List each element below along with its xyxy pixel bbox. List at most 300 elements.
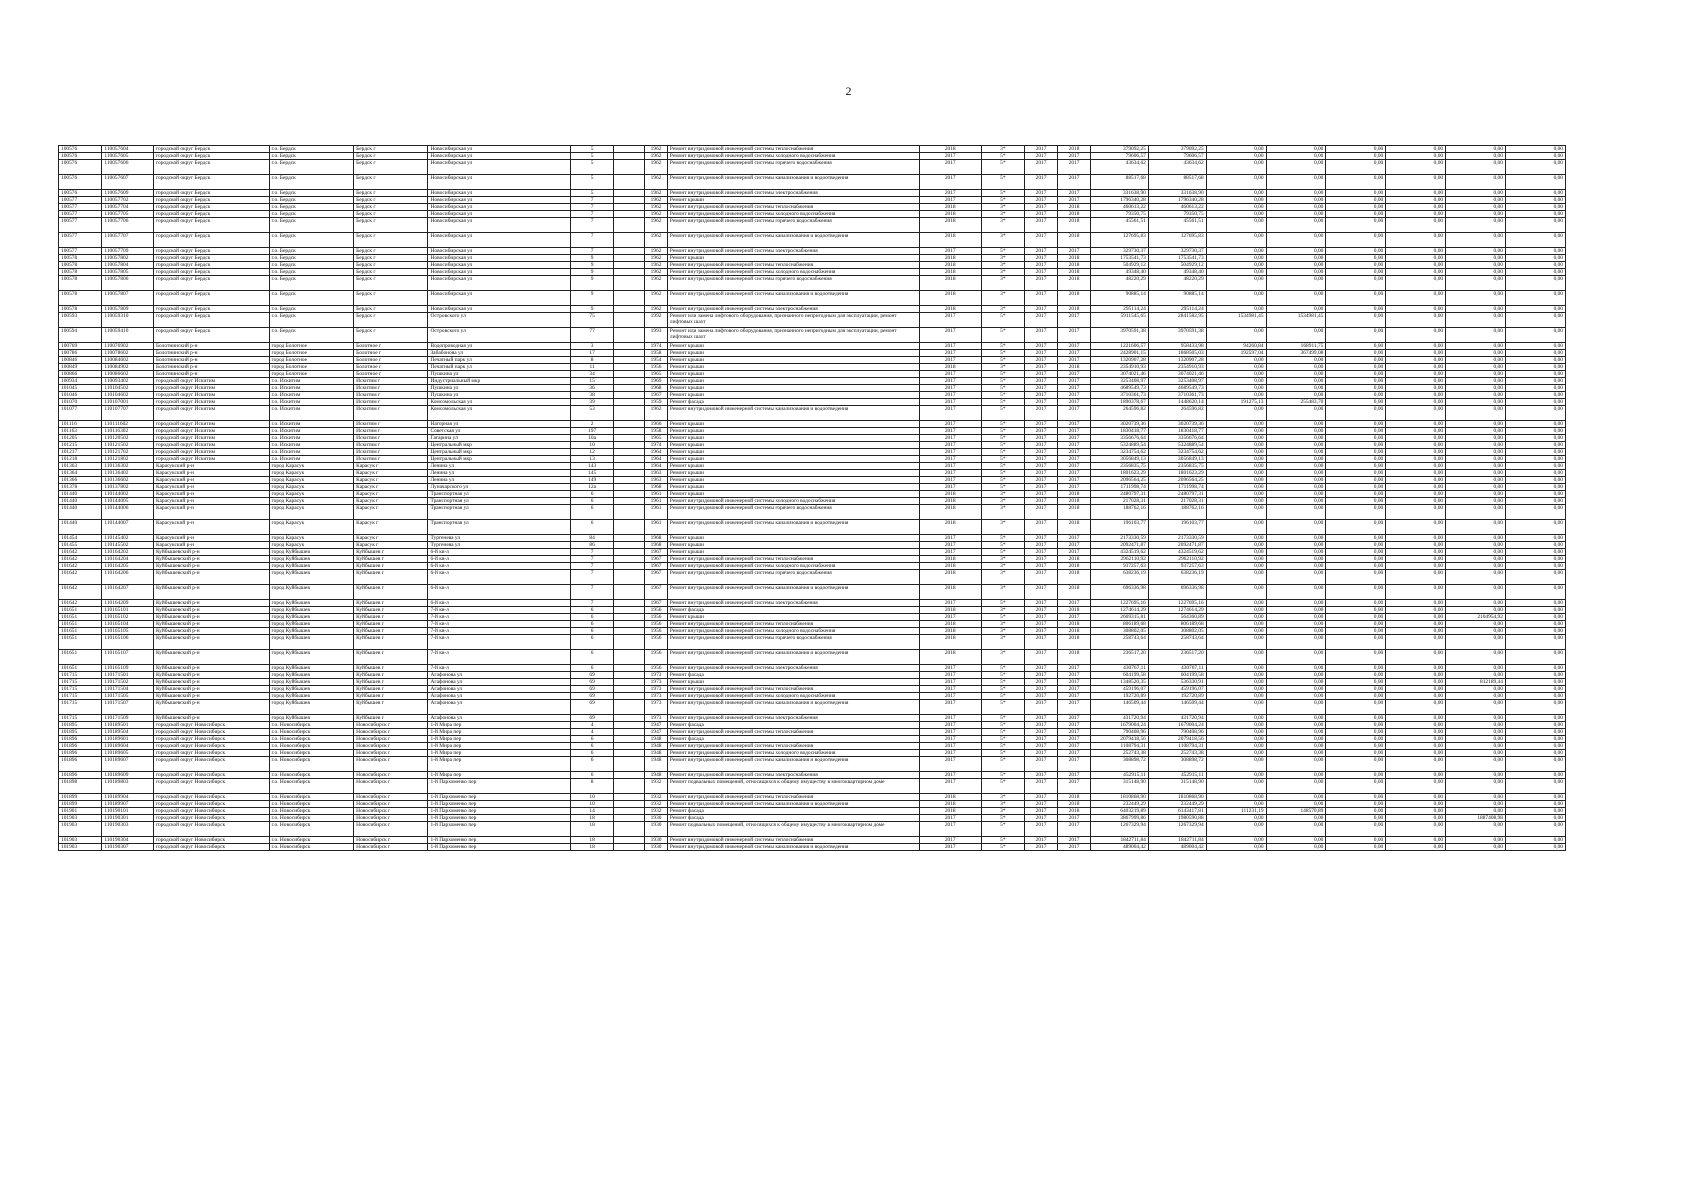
table-cell: 5*	[981, 549, 1024, 556]
table-cell: 0,00	[1386, 542, 1446, 549]
table-cell: 100578	[59, 255, 102, 262]
table-cell	[614, 456, 645, 463]
table-cell: 146509,44	[1148, 700, 1206, 715]
table-cell: 2017	[919, 435, 981, 442]
table-cell: Бердск г	[354, 306, 428, 313]
table-cell	[614, 686, 645, 693]
table-cell: 2017	[919, 815, 981, 822]
table-cell: 2017	[1058, 815, 1091, 822]
table-cell: 0,00	[1326, 585, 1386, 600]
table-cell: 3*	[981, 269, 1024, 276]
table-cell: Ремонт внутридомовой инженерной системы горячего водоснабжения	[667, 505, 919, 520]
table-cell: 0,00	[1505, 750, 1565, 757]
table-cell: Бердск г	[354, 175, 428, 190]
table-cell: 0,00	[1446, 779, 1506, 794]
table-cell: 1962	[645, 262, 668, 269]
table-cell: 0,00	[1206, 153, 1266, 160]
table-cell: г.о. Новосибирск	[269, 729, 354, 736]
table-cell: г.о. Новосибирск	[269, 750, 354, 757]
table-cell: 2017	[1025, 614, 1058, 621]
table-cell: 0,00	[1206, 757, 1266, 772]
table-cell: 0,00	[1326, 600, 1386, 607]
table-cell: 7-й кв-л	[428, 635, 570, 650]
table-cell: г.о. Бердск	[269, 248, 354, 255]
table-cell: г.о. Бердск	[269, 204, 354, 211]
table-cell: город Карасук	[269, 470, 354, 477]
table-cell: 0,00	[1446, 160, 1506, 175]
table-cell: 2017	[1025, 204, 1058, 211]
table-cell: 3074021,46	[1148, 371, 1206, 378]
table-cell: 192720,89	[1091, 693, 1149, 700]
table-cell: 0,00	[1326, 491, 1386, 498]
table-cell: Куйбышев г	[354, 570, 428, 585]
table-cell: 5*	[981, 456, 1024, 463]
table-cell: 0,00	[1386, 269, 1446, 276]
table-cell: город Карасук	[269, 505, 354, 520]
table-cell: городской округ Новосибирск	[153, 779, 269, 794]
table-cell: 696336,98	[1091, 585, 1149, 600]
table-cell: 0,00	[1266, 428, 1326, 435]
table-cell: 0,00	[1505, 614, 1565, 621]
table-cell: 1967	[645, 570, 668, 585]
table-cell: 110104502	[102, 385, 154, 392]
table-cell: городской округ Новосибирск	[153, 772, 269, 779]
table-cell: Ремонт внутридомовой инженерной системы канализования и водоотведения	[667, 520, 919, 535]
table-cell	[614, 262, 645, 269]
table-cell	[614, 600, 645, 607]
table-row	[59, 750, 1566, 757]
table-cell: 7-й кв-л	[428, 614, 570, 621]
table-cell: 0,00	[1266, 153, 1326, 160]
table-cell: городской округ Новосибирск	[153, 757, 269, 772]
table-cell: Куйбышевский р-н	[153, 570, 269, 585]
table-cell: 0,00	[1386, 808, 1446, 815]
table-cell: 1108794,31	[1148, 743, 1206, 750]
table-cell: 110164205	[102, 563, 154, 570]
table-cell: 0,00	[1386, 549, 1446, 556]
table-cell: 101218	[59, 456, 102, 463]
table-cell: 110121702	[102, 449, 154, 456]
table-cell: 2354910,93	[1148, 364, 1206, 371]
table-cell: 5*	[981, 470, 1024, 477]
table-cell: 2018	[1058, 801, 1091, 808]
table-cell: 7	[570, 585, 613, 600]
table-cell: 2017	[1025, 399, 1058, 406]
table-cell: г.о. Бердск	[269, 255, 354, 262]
table-cell: 0,00	[1505, 211, 1565, 218]
table-cell: городской округ Новосибирск	[153, 808, 269, 815]
table-cell: 2480797,31	[1148, 491, 1206, 498]
table-cell: 2018	[919, 269, 981, 276]
table-cell: Ремонт крыши	[667, 255, 919, 262]
table-cell: 110165107	[102, 650, 154, 665]
table-cell: 2017	[919, 736, 981, 743]
table-cell: 0,00	[1386, 477, 1446, 484]
table-cell: 2104954,92	[1446, 614, 1506, 621]
table-cell: 0,00	[1505, 650, 1565, 665]
table-cell: 2079418,56	[1091, 736, 1149, 743]
table-cell: 1966	[645, 421, 668, 428]
table-cell: Карасукский р-н	[153, 498, 269, 505]
table-cell: 1274614,29	[1148, 607, 1206, 614]
table-cell: 0,00	[1505, 190, 1565, 197]
table-cell: 0,00	[1505, 672, 1565, 679]
table-cell: 10	[570, 442, 613, 449]
table-cell: 1962	[645, 255, 668, 262]
table-cell: 0,00	[1446, 844, 1506, 851]
table-cell: 110165105	[102, 628, 154, 635]
table-cell: Транспортная ул	[428, 520, 570, 535]
table-cell: 0,00	[1505, 736, 1565, 743]
table-cell: Ремонт внутридомовой инженерной системы холодного водоснабжения	[667, 563, 919, 570]
table-row	[59, 722, 1566, 729]
table-cell: 0,00	[1206, 715, 1266, 722]
table-cell: 2018	[1058, 556, 1091, 563]
table-cell: 638236,19	[1091, 570, 1149, 585]
table-cell: 0,00	[1326, 306, 1386, 313]
table-cell: 0,00	[1206, 276, 1266, 291]
table-cell: 5*	[981, 399, 1024, 406]
table-cell: 101363	[59, 463, 102, 470]
table-cell: 2017	[1025, 743, 1058, 750]
table-cell: 2017	[1025, 392, 1058, 399]
table-cell: 2018	[919, 556, 981, 563]
table-cell: Транспортная ул	[428, 498, 570, 505]
table-cell: 2017	[1025, 233, 1058, 248]
table-cell: 101715	[59, 672, 102, 679]
table-cell: 0,00	[1326, 679, 1386, 686]
table-cell: 100576	[59, 175, 102, 190]
table-cell: 0,00	[1266, 779, 1326, 794]
table-cell: город Куйбышев	[269, 693, 354, 700]
table-cell: Болотнинский р-н	[153, 357, 269, 364]
table-cell: 3*	[981, 621, 1024, 628]
table-row	[59, 146, 1566, 153]
table-cell: 2017	[1025, 621, 1058, 628]
table-cell: Болотное г	[354, 357, 428, 364]
table-cell: Карасукский р-н	[153, 463, 269, 470]
table-cell: 0,00	[1386, 700, 1446, 715]
table-cell: 0,00	[1206, 197, 1266, 204]
table-cell: город Куйбышев	[269, 686, 354, 693]
table-cell: 2018	[919, 563, 981, 570]
table-row	[59, 549, 1566, 556]
table-cell: Бердск г	[354, 276, 428, 291]
table-cell: 0,00	[1266, 204, 1326, 211]
table-cell: 2017	[1058, 175, 1091, 190]
table-cell: городской округ Бердск	[153, 160, 269, 175]
table-cell: 2018	[1058, 491, 1091, 498]
table-cell: 2017	[1058, 442, 1091, 449]
table-cell: Болотнинский р-н	[153, 364, 269, 371]
table-cell: Карасукский р-н	[153, 484, 269, 491]
table-cell: 0,00	[1206, 484, 1266, 491]
table-row	[59, 204, 1566, 211]
table-cell: 0,00	[1446, 650, 1506, 665]
table-cell: 1-й Пархоменко пер	[428, 837, 570, 844]
table-cell: 110144002	[102, 491, 154, 498]
table-cell: 0,00	[1266, 505, 1326, 520]
table-cell: 0,00	[1446, 822, 1506, 837]
table-cell: 2017	[1025, 650, 1058, 665]
table-cell: 1801623,29	[1091, 470, 1149, 477]
table-cell: г.о. Новосибирск	[269, 743, 354, 750]
table-cell: 0,00	[1206, 700, 1266, 715]
table-cell: 2017	[1058, 743, 1091, 750]
table-cell: городской округ Новосибирск	[153, 794, 269, 801]
table-cell: 110076902	[102, 343, 154, 350]
table-cell: 34	[570, 371, 613, 378]
table-cell: 2017	[919, 614, 981, 621]
table-cell: 0,00	[1446, 428, 1506, 435]
table-cell: 7-й кв-л	[428, 628, 570, 635]
table-cell: Ремонт крыши	[667, 542, 919, 549]
table-cell: городской округ Бердск	[153, 197, 269, 204]
table-cell	[614, 808, 645, 815]
table-cell: 9	[570, 262, 613, 269]
table-cell: 5	[570, 146, 613, 153]
table-cell: городской округ Бердск	[153, 190, 269, 197]
table-cell: 7	[570, 570, 613, 585]
table-cell: Ремонт подвальных помещений, относящихся к общему имуществу в многоквартирном доме	[667, 779, 919, 794]
table-cell: Карасук г	[354, 542, 428, 549]
table-cell: 0,00	[1446, 837, 1506, 844]
table-cell: 0,00	[1266, 815, 1326, 822]
table-cell: 5*	[981, 484, 1024, 491]
table-cell: Луначарского ул	[428, 484, 570, 491]
table-cell: 100593	[59, 313, 102, 328]
table-cell: 0,00	[1446, 399, 1506, 406]
table-cell: 127695,83	[1091, 233, 1149, 248]
table-cell: Искитим г	[354, 378, 428, 385]
table-cell: 2017	[919, 328, 981, 343]
table-cell: 1992	[645, 313, 668, 328]
table-cell: городской округ Искитим	[153, 421, 269, 428]
table-cell: 0,00	[1206, 204, 1266, 211]
table-cell: Индустриальный мкр	[428, 378, 570, 385]
table-cell: 2017	[1025, 700, 1058, 715]
table-cell: 90885,14	[1091, 291, 1149, 306]
table-cell: Болотнинский р-н	[153, 343, 269, 350]
table-cell: 2017	[1025, 844, 1058, 851]
table-cell: 2017	[1058, 328, 1091, 343]
table-cell: 2018	[919, 291, 981, 306]
table-cell: г.о. Бердск	[269, 328, 354, 343]
table-cell: 3234754,62	[1091, 449, 1149, 456]
table-cell: 0,00	[1446, 794, 1506, 801]
table-cell: 0,00	[1446, 700, 1506, 715]
table-cell: 0,00	[1505, 549, 1565, 556]
table-cell: 217028,31	[1148, 498, 1206, 505]
table-cell: Ремонт крыши	[667, 435, 919, 442]
table-cell: 2017	[1025, 549, 1058, 556]
table-cell: 2017	[919, 371, 981, 378]
table-cell: 7	[570, 549, 613, 556]
table-cell: город Куйбышев	[269, 556, 354, 563]
table-cell: 2017	[919, 392, 981, 399]
table-row	[59, 672, 1566, 679]
table-cell: 0,00	[1446, 456, 1506, 463]
table-cell: 101651	[59, 635, 102, 650]
table-cell: 329730,37	[1148, 248, 1206, 255]
table-cell: 295114,24	[1148, 306, 1206, 313]
table-cell: 0,00	[1505, 808, 1565, 815]
table-cell: 2017	[1025, 585, 1058, 600]
table-cell: 1948	[645, 750, 668, 757]
table-cell: г.о. Бердск	[269, 190, 354, 197]
table-cell: 197	[570, 428, 613, 435]
table-cell: г.о. Бердск	[269, 153, 354, 160]
table-cell: 2017	[919, 743, 981, 750]
table-cell: 0,00	[1266, 146, 1326, 153]
table-cell: г.о. Новосибирск	[269, 822, 354, 837]
table-cell: 1962	[645, 146, 668, 153]
table-cell: 0,00	[1446, 255, 1506, 262]
table-cell	[614, 463, 645, 470]
table-cell: 6	[570, 614, 613, 621]
table-cell: 2017	[1025, 313, 1058, 328]
table-cell: 0,00	[1446, 211, 1506, 218]
table-cell: 110190101	[102, 808, 154, 815]
table-cell: 308802,05	[1091, 628, 1149, 635]
table-cell	[614, 607, 645, 614]
table-cell: 2018	[1058, 262, 1091, 269]
table-cell: 0,00	[1326, 563, 1386, 570]
table-cell: 0,00	[1206, 190, 1266, 197]
table-cell: 0,00	[1386, 672, 1446, 679]
table-cell: 0,00	[1505, 399, 1565, 406]
table-cell: г.о. Бердск	[269, 269, 354, 276]
table-cell: 0,00	[1386, 463, 1446, 470]
table-cell: 0,00	[1326, 672, 1386, 679]
table-cell: 88517,68	[1148, 175, 1206, 190]
table-cell: 1-й Пархоменко пер	[428, 794, 570, 801]
table-cell: 7	[570, 556, 613, 563]
table-cell: 7	[570, 197, 613, 204]
table-cell: 0,00	[1386, 449, 1446, 456]
table-cell: 101903	[59, 822, 102, 837]
table-cell: 0,00	[1266, 463, 1326, 470]
table-cell: 5	[570, 190, 613, 197]
table-cell	[614, 146, 645, 153]
table-cell: 5*	[981, 757, 1024, 772]
table-cell: Печатный парк ул	[428, 357, 570, 364]
table-cell: 6	[570, 772, 613, 779]
table-cell: 2018	[919, 364, 981, 371]
table-cell: 0,00	[1505, 218, 1565, 233]
table-cell: 0,00	[1386, 715, 1446, 722]
table-cell: 1967	[645, 556, 668, 563]
table-cell: 2018	[1058, 498, 1091, 505]
table-cell	[614, 218, 645, 233]
table-body	[59, 146, 1566, 851]
table-cell: 6-й кв-л	[428, 570, 570, 585]
table-cell: 110190301	[102, 815, 154, 822]
table-cell: 2017	[1058, 456, 1091, 463]
table-row	[59, 197, 1566, 204]
table-cell: Новосибирская ул	[428, 153, 570, 160]
table-cell: 0,00	[1386, 600, 1446, 607]
table-cell: 0,00	[1326, 535, 1386, 542]
table-cell	[614, 736, 645, 743]
table-cell: 2017	[1025, 421, 1058, 428]
table-cell: 110165101	[102, 607, 154, 614]
table-cell: 0,00	[1386, 406, 1446, 421]
table-cell: Болотное г	[354, 343, 428, 350]
table-cell: Болотнинский р-н	[153, 371, 269, 378]
table-cell: Карасукский р-н	[153, 520, 269, 535]
table-row	[59, 844, 1566, 851]
table-cell	[614, 665, 645, 672]
table-cell: 2017	[919, 406, 981, 421]
table-cell: Новосибирская ул	[428, 276, 570, 291]
table-row	[59, 535, 1566, 542]
table-cell: 2017	[1025, 248, 1058, 255]
table-cell: Ремонт внутридомовой инженерной системы канализования и водоотведения	[667, 844, 919, 851]
table-cell: Ремонт внутридомовой инженерной системы холодного водоснабжения	[667, 750, 919, 757]
table-cell: 1-й Пархоменко пер	[428, 815, 570, 822]
table-cell: 0,00	[1386, 679, 1446, 686]
table-cell: 4689549,73	[1148, 385, 1206, 392]
table-cell: 460613,22	[1091, 204, 1149, 211]
table-cell: 1-й Мира пер	[428, 772, 570, 779]
table-row	[59, 313, 1566, 328]
table-cell: 0,00	[1446, 535, 1506, 542]
table-cell: 2017	[1058, 535, 1091, 542]
table-cell: Бердск г	[354, 204, 428, 211]
table-cell: городской округ Искитим	[153, 456, 269, 463]
table-cell: Ремонт внутридомовой инженерной системы холодного водоснабжения	[667, 269, 919, 276]
table-cell: 0,00	[1386, 399, 1446, 406]
table-cell: 2017	[1058, 686, 1091, 693]
table-cell: 1-й Пархоменко пер	[428, 808, 570, 815]
table-cell	[614, 248, 645, 255]
table-cell: 0,00	[1505, 621, 1565, 628]
table-cell: 1348520,35	[1091, 679, 1149, 686]
table-cell: 0,00	[1446, 585, 1506, 600]
table-cell: 0,00	[1446, 743, 1506, 750]
table-cell: 0,00	[1386, 470, 1446, 477]
table-cell: 101895	[59, 729, 102, 736]
table-cell: 0,00	[1266, 750, 1326, 757]
table-cell: 0,00	[1326, 328, 1386, 343]
table-cell: 7-й кв-л	[428, 650, 570, 665]
table-cell: 2017	[1058, 729, 1091, 736]
table-cell: 5*	[981, 378, 1024, 385]
table-cell: г.о. Искитим	[269, 378, 354, 385]
table-row	[59, 801, 1566, 808]
table-cell: 0,00	[1446, 146, 1506, 153]
table-cell: 0,00	[1206, 233, 1266, 248]
table-cell: 2017	[919, 357, 981, 364]
table-cell: Ремонт внутридомовой инженерной системы канализования и водоотведения	[667, 291, 919, 306]
table-cell: 0,00	[1266, 736, 1326, 743]
table-cell: Новосибирская ул	[428, 291, 570, 306]
table-cell: 3*	[981, 276, 1024, 291]
table-cell: г.о. Новосибирск	[269, 837, 354, 844]
table-cell: 1962	[645, 269, 668, 276]
table-row	[59, 498, 1566, 505]
table-cell: Комсомольская ул	[428, 406, 570, 421]
table-cell: 110086602	[102, 371, 154, 378]
table-cell: 3020739,36	[1148, 421, 1206, 428]
table-cell: 3*	[981, 585, 1024, 600]
table-row	[59, 808, 1566, 815]
table-cell: Куйбышевский р-н	[153, 563, 269, 570]
table-cell: Новосибирск г	[354, 736, 428, 743]
table-cell: 5*	[981, 779, 1024, 794]
table-row	[59, 621, 1566, 628]
